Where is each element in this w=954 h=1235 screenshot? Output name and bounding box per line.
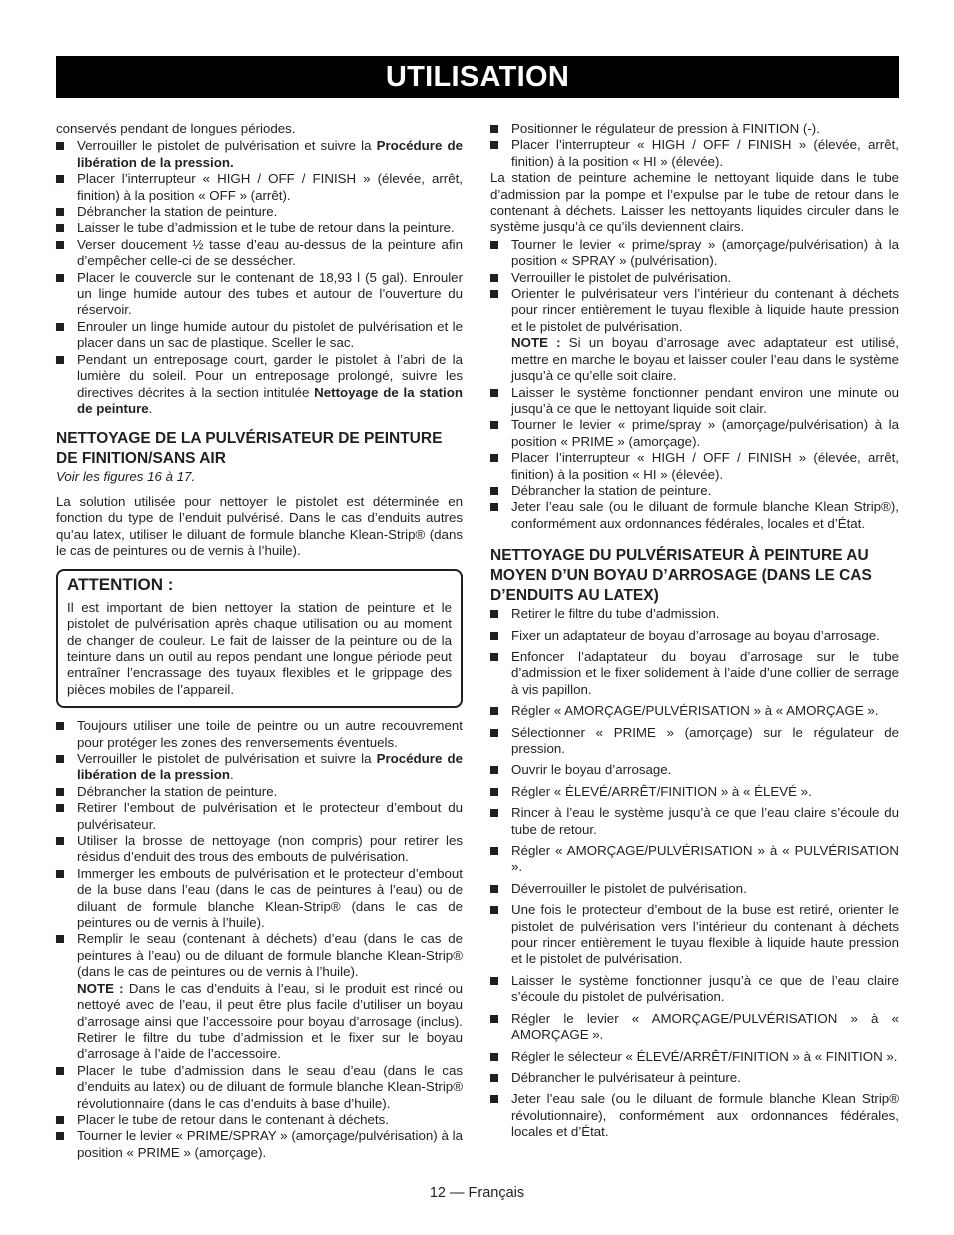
note-label: NOTE :: [511, 335, 561, 351]
bullet-icon: [490, 503, 498, 511]
bullet-icon: [490, 290, 498, 298]
note-label: NOTE :: [77, 980, 124, 996]
list-item: [56, 237, 463, 270]
section-paragraph: La solution utilisée pour nettoyer le pistolet est déterminée en fonction du type de l’enduit pulvérisé. Dans le cas d’enduits autres qu’au latex, utiliser le diluant de formule blanche Klean-Strip® (dans le cas de peintures ou de vernis à l’huile).: [56, 493, 463, 558]
list-item: [56, 319, 463, 352]
bullet-icon: [490, 632, 498, 640]
bullet-icon: [490, 1053, 498, 1061]
list-item: [490, 843, 899, 876]
bullet-icon: [56, 224, 64, 232]
item-text: Ouvrir le boyau d’arrosage.: [511, 762, 672, 778]
item-text: Tourner le levier « prime/spray » (amorçage/pulvérisation) à la position « SPRAY » (pulvérisation).: [511, 236, 899, 269]
bullet-icon: [56, 1132, 64, 1140]
attention-box: [56, 569, 463, 708]
bullet-icon: [490, 906, 498, 914]
bullet-icon: [56, 274, 64, 282]
list-item: [490, 606, 899, 622]
item-bold-text: Procédure de libération de la pression: [77, 751, 463, 783]
item-bold-text: Nettoyage de la station de peinture: [77, 384, 463, 416]
bullet-icon: [56, 870, 64, 878]
list-item: [490, 628, 899, 644]
bullet-icon: [56, 175, 64, 183]
garden-hose-steps-list: [490, 606, 899, 1140]
list-item: [56, 1063, 463, 1112]
list-item: [56, 204, 463, 220]
right-column: [490, 121, 899, 1146]
item-text: Remplir le seau (contenant à déchets) d’eau (dans le cas de peintures à l’eau) ou de diluant de formule blanche Klean-Strip® (dans le cas de peintures ou de vernis à l’huile).: [77, 931, 463, 980]
list-item: [490, 483, 899, 499]
intro-text: conservés pendant de longues périodes.: [56, 121, 296, 136]
cleaning-steps-list: [56, 718, 463, 1161]
item-text: Utiliser la brosse de nettoyage (non compris) pour retirer les résidus d’enduit des trous des embouts de pulvérisation.: [77, 833, 463, 865]
item-text: Régler le levier « AMORÇAGE/PULVÉRISATION » à « AMORÇAGE ».: [511, 1010, 899, 1043]
item-text: Toujours utiliser une toile de peintre ou un autre recouvrement pour protéger les zones des renversements éventuels.: [77, 718, 463, 750]
bullet-icon: [56, 755, 64, 763]
item-text: Immerger les embouts de pulvérisation et le protecteur d’embout de la buse dans l’eau (dans le cas de peintures à l’eau) ou de diluant de formule blanche Klean-Strip® (dans le cas de peintures ou de vernis à l’huile).: [77, 865, 463, 931]
list-item: [56, 784, 463, 800]
item-text: Positionner le régulateur de pression à FINITION (-).: [511, 121, 820, 136]
list-item: [490, 1011, 899, 1044]
item-text: Placer le couvercle sur le contenant de 18,93 l (5 gal). Enrouler un linge humide autour des tubes et autour de l’ouverture du réservoir.: [77, 269, 463, 318]
bullet-icon: [490, 241, 498, 249]
list-item: [56, 931, 463, 1062]
item-text: Régler le sélecteur « ÉLEVÉ/ARRÊT/FINITION » à « FINITION ».: [511, 1048, 898, 1064]
list-item: [490, 450, 899, 483]
item-text: Tourner le levier « prime/spray » (amorçage/pulvérisation) à la position « PRIME » (amorçage).: [511, 417, 899, 449]
bullet-icon: [490, 1074, 498, 1082]
item-text: Laisser le système fonctionner jusqu’à ce que de l’eau claire s’écoule du pistolet de pulvérisation.: [511, 972, 899, 1005]
list-item: [490, 973, 899, 1006]
list-item: [490, 762, 899, 778]
attention-text: Il est important de bien nettoyer la station de peinture et le pistolet de pulvérisation après chaque utilisation ou au moment de changer de couleur. Le fait de laisser de la peinture ou de la teinture dans un outil au repos pendant une longue période peut entraîner l’encrassage des tuyaux flexibles et le grippage des pièces mobiles de l’appareil.: [67, 599, 452, 697]
bullet-icon: [490, 610, 498, 618]
list-item: [56, 833, 463, 866]
item-text: Placer le tube de retour dans le contenant à déchets.: [77, 1111, 389, 1127]
list-item: [490, 805, 899, 838]
list-item: [490, 286, 899, 384]
item-text: Débrancher la station de peinture.: [511, 482, 712, 498]
list-item: [490, 137, 899, 170]
list-item: [490, 784, 899, 800]
list-item: [490, 649, 899, 698]
item-text: Verrouiller le pistolet de pulvérisation et suivre la: [77, 751, 377, 766]
item-text: Sélectionner « PRIME » (amorçage) sur le régulateur de pression.: [511, 724, 899, 756]
item-text: Fixer un adaptateur de boyau d’arrosage au boyau d’arrosage.: [511, 627, 880, 643]
list-item: [490, 237, 899, 270]
item-text: Verser doucement ½ tasse d’eau au-dessus de la peinture afin d’empêcher celle-ci de se dessécher.: [77, 236, 463, 269]
bullet-icon: [56, 804, 64, 812]
list-item: [56, 1112, 463, 1128]
item-text: Rincer à l’eau le système jusqu’à ce que l’eau claire s’écoule du tube de retour.: [511, 805, 899, 837]
list-item: [490, 270, 899, 286]
item-text: Laisser le système fonctionner pendant environ une minute ou jusqu’à ce que le nettoyant liquide soit clair.: [511, 384, 899, 416]
bullet-icon: [490, 125, 498, 133]
list-item: [56, 800, 463, 833]
bullet-icon: [490, 421, 498, 429]
bullet-icon: [56, 142, 64, 150]
bullet-icon: [490, 729, 498, 737]
list-item: [56, 352, 463, 418]
note-text: [77, 981, 463, 1063]
item-text: Laisser le tube d’admission et le tube de retour dans la peinture.: [77, 220, 455, 236]
storage-steps-list: [56, 138, 463, 417]
bullet-icon: [490, 389, 498, 397]
item-text: Débrancher la station de peinture.: [77, 783, 278, 799]
list-item: [56, 138, 463, 171]
item-text: Pendant un entreposage court, garder le pistolet à l’abri de la lumière du soleil. Pour un entreposage prolongé, suivre les directives décrites à la section intitulée: [77, 351, 463, 400]
list-item: [490, 902, 899, 968]
list-item: [56, 270, 463, 319]
item-text: Une fois le protecteur d’embout de la buse est retiré, orienter le pistolet de pulvérisation vers l’intérieur du contenant à déchets pour rincer entièrement le tuyau flexible à liquide haute pression et le pistolet de pulvérisation.: [511, 902, 899, 967]
cleaning-steps-continued-list: [490, 121, 899, 170]
list-item: [490, 725, 899, 758]
bullet-icon: [56, 241, 64, 249]
section-title-garden-hose: NETTOYAGE DU PULVÉRISATEUR À PEINTURE AU MOYEN D’UN BOYAU D’ARROSAGE (DANS LE CAS D’ENDUITS AU LATEX): [490, 547, 872, 605]
bullet-icon: [56, 323, 64, 331]
page-footer: 12 — Français: [429, 1185, 525, 1201]
item-text-end: .: [148, 400, 153, 416]
list-item: [490, 121, 899, 137]
item-text: Verrouiller le pistolet de pulvérisation.: [511, 269, 732, 285]
item-text: Régler « ÉLEVÉ/ARRÊT/FINITION » à « ÉLEVÉ ».: [511, 783, 812, 799]
list-item: [56, 866, 463, 932]
list-item: [490, 417, 899, 450]
bullet-icon: [490, 274, 498, 282]
list-item: [490, 1070, 899, 1086]
page-title: UTILISATION: [56, 56, 899, 98]
bullet-icon: [490, 141, 498, 149]
item-text: Jeter l’eau sale (ou le diluant de formule blanche Klean Strip® révolutionnaire), conformément aux ordonnances fédérales, locales et d’État.: [511, 1091, 899, 1140]
bullet-icon: [490, 1015, 498, 1023]
item-bold-text: Procédure de libération de la pression.: [77, 138, 463, 170]
list-item: [56, 751, 463, 784]
bullet-icon: [490, 788, 498, 796]
bullet-icon: [490, 885, 498, 893]
list-item: [56, 171, 463, 204]
item-text: Placer l’interrupteur « HIGH / OFF / FINISH » (élevée, arrêt, finition) à la position « HI » (élevée).: [511, 450, 899, 482]
bullet-icon: [490, 487, 498, 495]
list-item: [490, 1049, 899, 1065]
list-item: [490, 881, 899, 897]
bullet-icon: [56, 722, 64, 730]
list-item: [56, 220, 463, 236]
note-body: Si un boyau d’arrosage avec adaptateur est utilisé, mettre en marche le boyau et laisser couler l’eau dans le système jusqu’à ce qu’elle soit claire.: [511, 335, 899, 384]
bullet-icon: [490, 1095, 498, 1103]
rinse-steps-list: [490, 237, 899, 532]
list-item: [56, 718, 463, 751]
item-text: Placer l’interrupteur « HIGH / OFF / FINISH » (élevée, arrêt, finition) à la position « OFF » (arrêt).: [77, 171, 463, 203]
bullet-icon: [56, 1116, 64, 1124]
item-text: Placer le tube d’admission dans le seau d’eau (dans le cas d’enduits au latex) ou de diluant de formule blanche Klean-Strip® révolutionnaire (dans le cas d’enduits à base d’huile).: [77, 1062, 463, 1111]
item-text: Verrouiller le pistolet de pulvérisation et suivre la: [77, 138, 377, 154]
item-text: Jeter l’eau sale (ou le diluant de formule blanche Klean Strip®), conformément aux ordonnances fédérales, locales et d’État.: [511, 499, 899, 531]
item-text: Régler « AMORÇAGE/PULVÉRISATION » à « AMORÇAGE ».: [511, 703, 879, 719]
bullet-icon: [56, 788, 64, 796]
bullet-icon: [56, 935, 64, 943]
bullet-icon: [490, 653, 498, 661]
attention-title: ATTENTION :: [67, 575, 174, 595]
left-column: [56, 121, 463, 1161]
list-item: [490, 385, 899, 418]
bullet-icon: [490, 454, 498, 462]
item-text: Orienter le pulvérisateur vers l’intérieur du contenant à déchets pour rincer entièrement le tuyau flexible à liquide haute pression et le pistolet de pulvérisation.: [511, 286, 899, 334]
note-text: [511, 335, 899, 384]
bullet-icon: [490, 847, 498, 855]
item-text: Débrancher la station de peinture.: [77, 204, 278, 220]
item-text-end: .: [229, 767, 234, 783]
bullet-icon: [490, 707, 498, 715]
bullet-icon: [56, 1067, 64, 1075]
bullet-icon: [490, 977, 498, 985]
section-title-airless: NETTOYAGE DE LA PULVÉRISATEUR DE PEINTURE DE FINITION/SANS AIR: [56, 430, 443, 468]
figure-reference: Voir les figures 16 à 17.: [56, 469, 196, 485]
item-text: Débrancher le pulvérisateur à peinture.: [511, 1069, 741, 1085]
item-text: Déverrouiller le pistolet de pulvérisation.: [511, 880, 747, 896]
item-text: Régler « AMORÇAGE/PULVÉRISATION » à « PULVÉRISATION ».: [511, 843, 899, 875]
list-item: [490, 499, 899, 532]
item-text: Retirer le filtre du tube d’admission.: [511, 606, 720, 622]
bullet-icon: [56, 837, 64, 845]
item-text: Tourner le levier « PRIME/SPRAY » (amorçage/pulvérisation) à la position « PRIME » (amorçage).: [77, 1128, 463, 1160]
item-text: Retirer l’embout de pulvérisation et le protecteur d’embout du pulvérisateur.: [77, 800, 463, 832]
bullet-icon: [56, 356, 64, 364]
item-text: Enrouler un linge humide autour du pistolet de pulvérisation et le placer dans un sac de plastique. Sceller le sac.: [77, 318, 463, 351]
note-body: Dans le cas d’enduits à l’eau, si le produit est rincé ou nettoyé avec de l’eau, il peut être plus facile d’utiliser un boyau d’arrosage ainsi que l’accessoire pour boyau d’arrosage (inclus). Retirer le filtre du tube d’admission et le fixer sur le boyau d’arrosage à l’aide de l’accessoire.: [77, 980, 463, 1062]
circulation-paragraph: La station de peinture achemine le nettoyant liquide dans le tube d’admission par la pompe et l’expulse par le tube de retour dans le contenant à déchets. Laisser les nettoyants liquides circuler dans le système jusqu’à ce qu’ils deviennent clairs.: [490, 170, 899, 235]
list-item: [490, 703, 899, 719]
item-text: Placer l’interrupteur « HIGH / OFF / FINISH » (élevée, arrêt, finition) à la position « HI » (élevée).: [511, 137, 899, 169]
bullet-icon: [490, 809, 498, 817]
item-text: Enfoncer l’adaptateur du boyau d’arrosage sur le tube d’admission et le fixer solidement à l’aide d’une collier de serrage à vis papillon.: [511, 648, 899, 697]
list-item: [56, 1128, 463, 1161]
list-item: [490, 1091, 899, 1140]
bullet-icon: [56, 208, 64, 216]
bullet-icon: [490, 766, 498, 774]
